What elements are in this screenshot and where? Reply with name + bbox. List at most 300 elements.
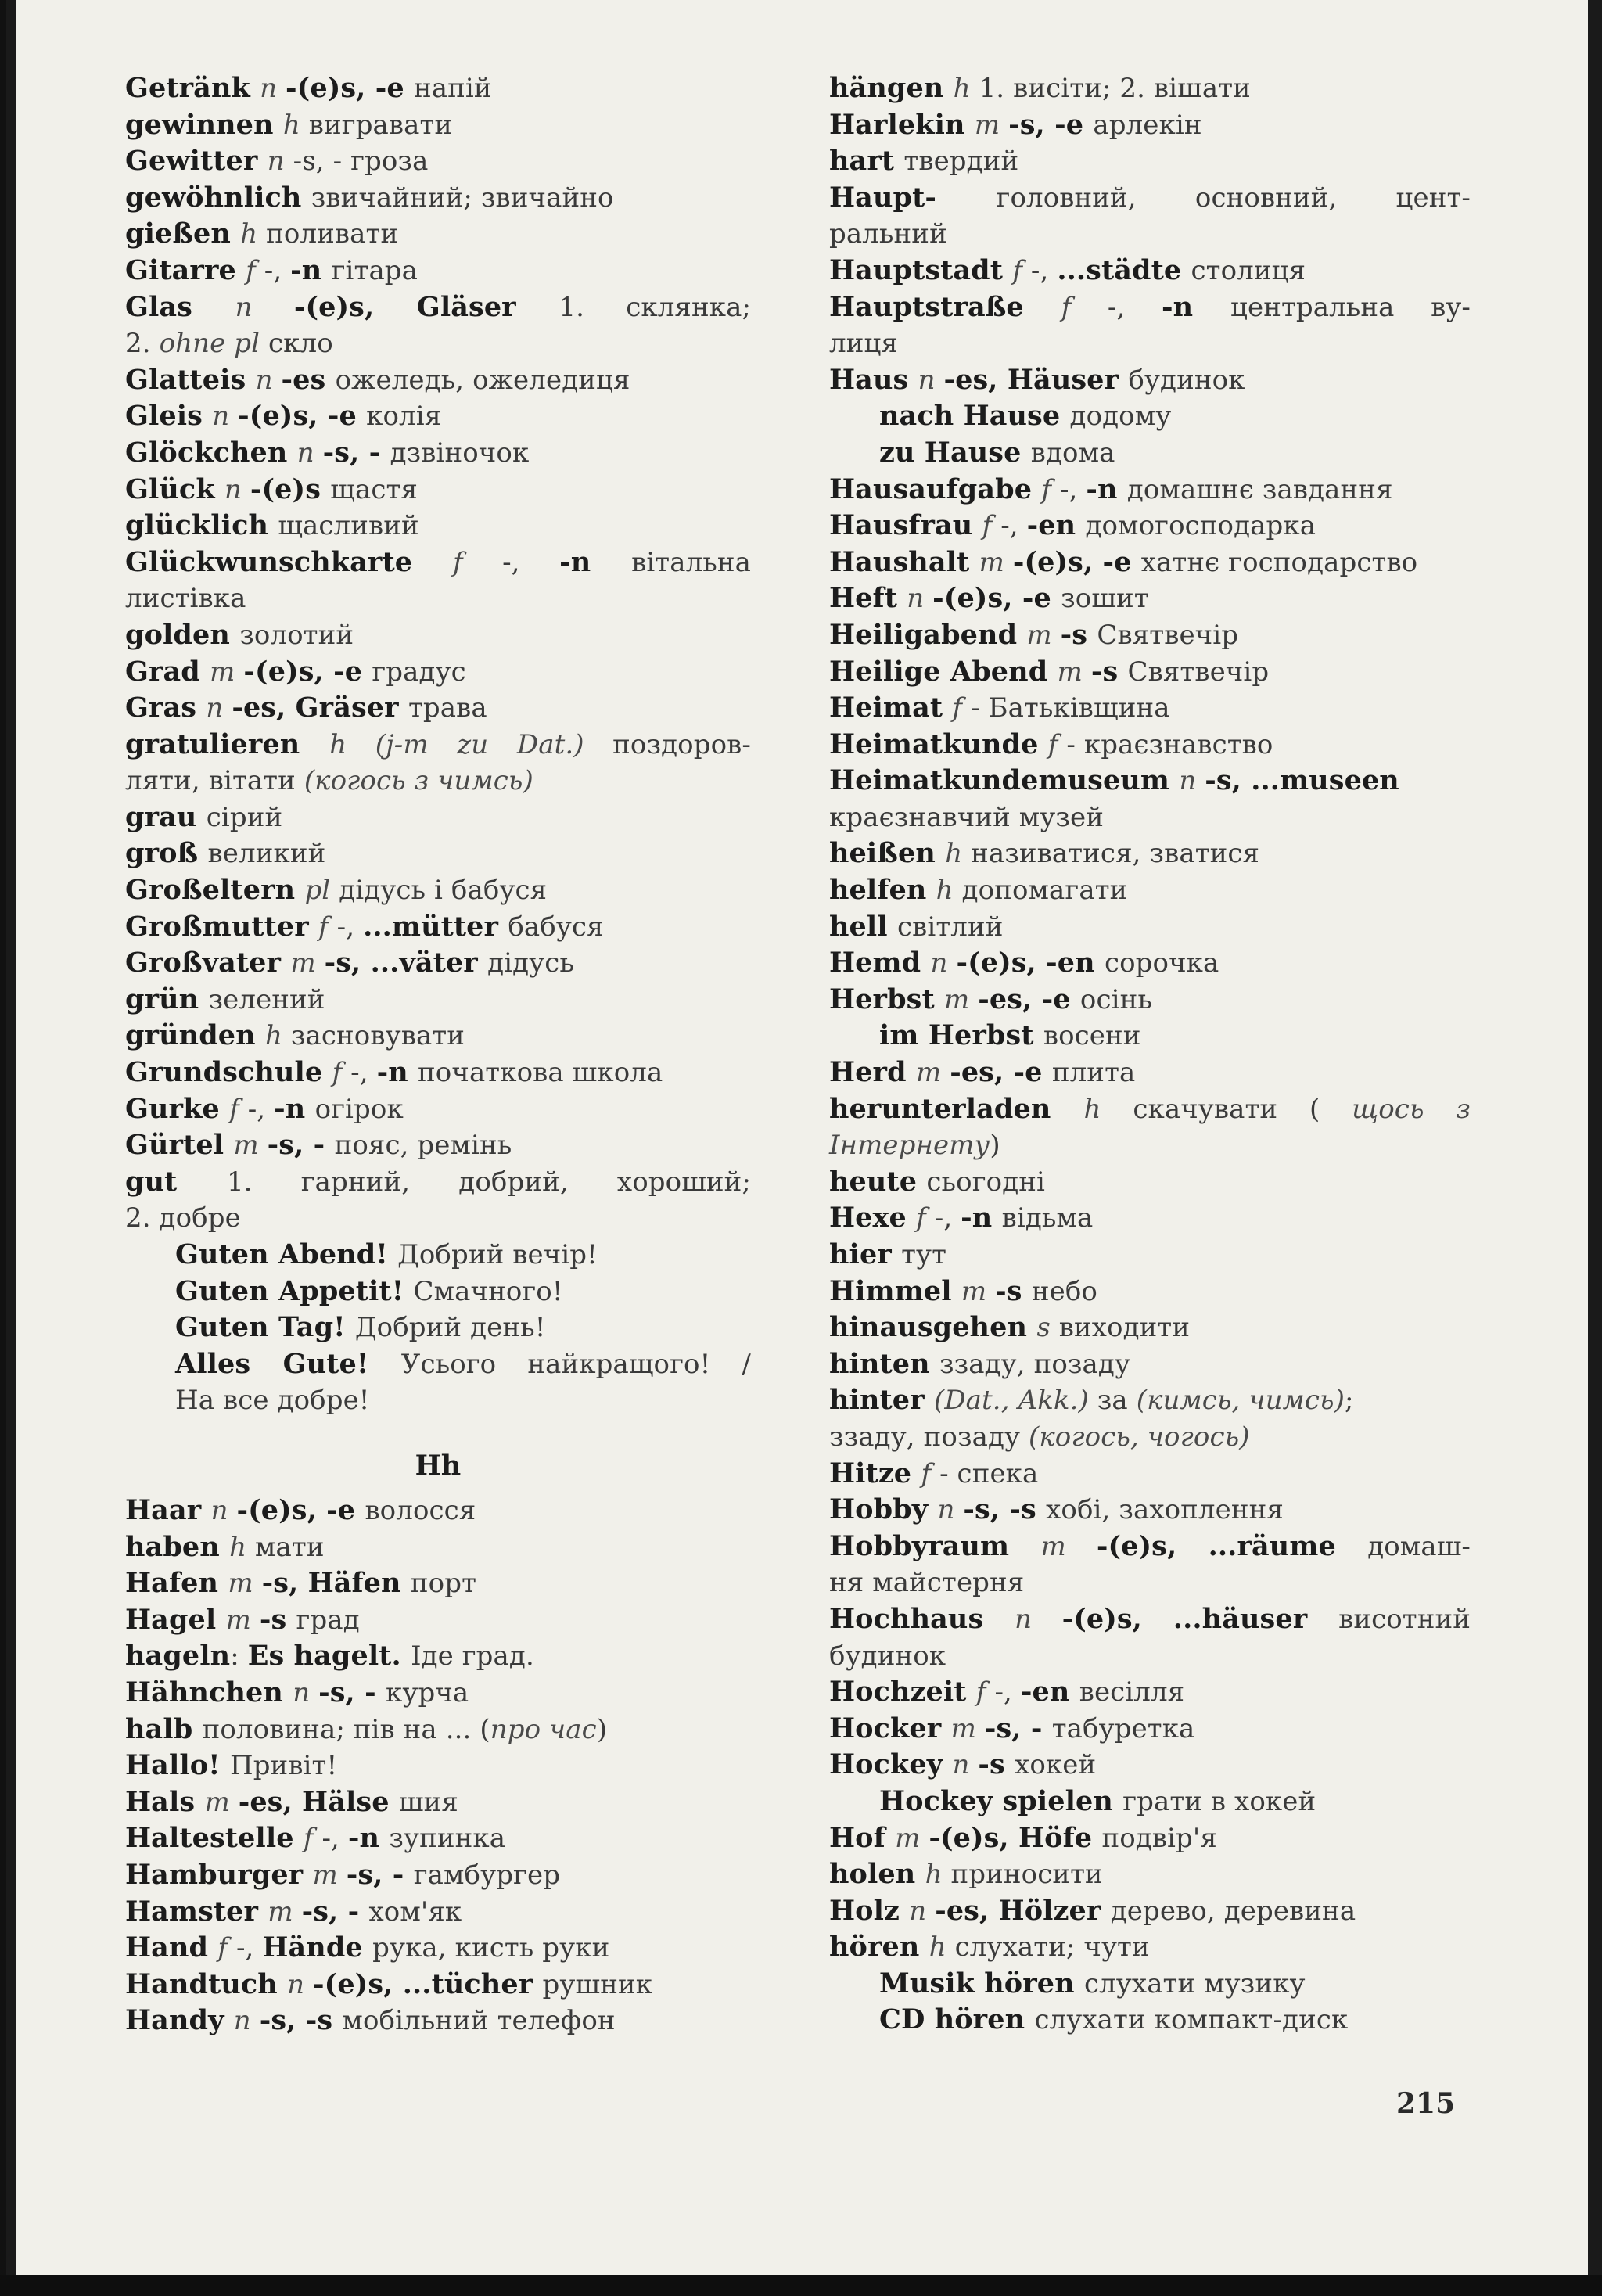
dictionary-line	[829, 216, 1471, 253]
translation: мобільний телефон	[342, 2005, 616, 2037]
headword: -n	[347, 1822, 390, 1855]
headword: helfen	[829, 874, 936, 907]
headword: Heiligabend	[829, 618, 1027, 651]
dictionary-line	[125, 2003, 751, 2039]
dictionary-line	[125, 143, 751, 180]
grammar-note: h	[945, 838, 972, 870]
headword: Grad	[125, 655, 210, 688]
translation: -,	[247, 1093, 275, 1125]
translation: вітальна	[631, 546, 752, 578]
headword: Hausaufgabe	[829, 472, 1042, 505]
headword: Grundschule	[125, 1056, 332, 1089]
dictionary-line	[829, 617, 1471, 654]
dictionary-line	[829, 1747, 1471, 1784]
headword: im Herbst	[879, 1019, 1043, 1052]
dictionary-line	[829, 909, 1471, 946]
headword: Haus	[829, 363, 918, 396]
headword: Hexe	[829, 1202, 917, 1234]
headword: -n	[961, 1202, 1002, 1234]
grammar-note: f	[246, 254, 264, 286]
translation: Святвечір	[1097, 619, 1239, 651]
dictionary-subentry	[125, 1274, 751, 1310]
translation: твердий	[903, 146, 1019, 178]
translation: Добрий день!	[354, 1312, 546, 1344]
translation: називатися, зватися	[971, 838, 1260, 870]
headword: Himmel	[829, 1274, 961, 1307]
translation: відьма	[1001, 1202, 1094, 1234]
translation: огірок	[314, 1093, 404, 1125]
headword: -(e)s, -e	[286, 72, 415, 104]
translation: ;	[1345, 1385, 1354, 1417]
headword: -s, -e	[1008, 108, 1094, 141]
grammar-note: f	[1041, 473, 1060, 505]
dictionary-line	[829, 1382, 1471, 1419]
headword: -n	[376, 1056, 418, 1089]
translation: 1. склянка;	[559, 291, 751, 323]
translation: -,	[235, 1932, 263, 1964]
dictionary-line	[829, 1674, 1471, 1711]
headword: Hamster	[125, 1895, 268, 1928]
dictionary-line	[829, 1200, 1471, 1237]
grammar-note: (когось з чимсь)	[304, 765, 533, 797]
translation: слухати; чути	[954, 1931, 1150, 1964]
headword: -s, -s	[963, 1493, 1047, 1526]
headword: Guten Abend!	[175, 1238, 398, 1270]
translation: зошит	[1061, 583, 1149, 615]
dictionary-line	[829, 872, 1471, 909]
translation: -,	[502, 546, 560, 578]
dictionary-line	[125, 945, 751, 982]
translation: Святвечір	[1127, 656, 1270, 688]
dictionary-line	[125, 1055, 751, 1091]
translation: бабуся	[508, 911, 604, 943]
grammar-note: h	[229, 1531, 256, 1563]
headword: Hauptstraße	[829, 290, 1061, 323]
dictionary-line	[125, 1857, 751, 1894]
translation: дідусь	[487, 947, 575, 979]
translation: -,	[1059, 473, 1087, 505]
dictionary-line	[125, 107, 751, 144]
translation: -,	[321, 1823, 348, 1855]
grammar-note: n	[952, 1749, 979, 1781]
grammar-note: f	[318, 911, 337, 943]
headword: Gleis	[125, 400, 213, 433]
headword: heißen	[829, 837, 946, 870]
headword: hageln	[125, 1640, 231, 1673]
headword: gewöhnlich	[125, 181, 311, 214]
translation: слухати музику	[1083, 1967, 1306, 2000]
translation: град	[296, 1604, 360, 1636]
dictionary-line	[829, 472, 1471, 508]
headword: Musik hören	[879, 1967, 1084, 2000]
translation: 1. висіти; 2. вішати	[979, 73, 1251, 104]
dictionary-line	[125, 472, 751, 508]
headword: Hand	[125, 1931, 218, 1964]
translation: табуретка	[1051, 1712, 1195, 1744]
dictionary-line	[829, 325, 1471, 362]
headword: Glatteis	[125, 363, 256, 396]
headword: Hafen	[125, 1567, 228, 1600]
headword: gratulieren	[125, 728, 330, 760]
headword: Herd	[829, 1056, 916, 1089]
translation: слухати компакт-диск	[1034, 2004, 1349, 2036]
headword: Heimat	[829, 692, 953, 724]
headword: Haar	[125, 1493, 211, 1526]
dictionary-line	[829, 1346, 1471, 1383]
grammar-note: щось з	[1352, 1093, 1471, 1125]
headword: -s	[259, 1603, 296, 1636]
headword: Hausfrau	[829, 509, 982, 542]
dictionary-line	[829, 107, 1471, 144]
translation: весілля	[1079, 1676, 1185, 1709]
headword: -n	[1086, 472, 1127, 505]
translation: центральна ву-	[1230, 291, 1471, 323]
translation: 2. добре	[125, 1202, 241, 1234]
translation: домогосподарка	[1085, 510, 1316, 542]
translation: краєзнавчий музей	[829, 801, 1105, 833]
headword: -es	[281, 363, 336, 396]
dictionary-line	[829, 1711, 1471, 1748]
grammar-note: n	[937, 1494, 964, 1526]
grammar-note: m	[210, 656, 244, 688]
translation: дерево, деревина	[1110, 1895, 1356, 1927]
headword: -(e)s, ...häuser	[1061, 1602, 1339, 1635]
headword: -(e)s, Höfe	[929, 1821, 1102, 1854]
grammar-note: f	[1061, 291, 1108, 323]
dictionary-subentry	[829, 398, 1471, 435]
headword: -(e)s, ...räume	[1096, 1529, 1368, 1562]
grammar-note: m	[290, 947, 325, 979]
dictionary-subentry	[829, 435, 1471, 472]
grammar-note: m	[1026, 619, 1061, 651]
headword: Haushalt	[829, 545, 979, 578]
headword: -es, Hölzer	[935, 1894, 1111, 1927]
translation: арлекін	[1093, 109, 1202, 141]
dictionary-line	[125, 580, 751, 617]
dictionary-line	[125, 508, 751, 544]
headword: -s, ...väter	[324, 947, 488, 979]
headword: Heilige Abend	[829, 655, 1058, 688]
grammar-note: m	[974, 109, 1009, 141]
grammar-note: n	[224, 473, 250, 505]
translation: ззаду, позаду	[829, 1421, 1029, 1453]
dictionary-line	[829, 362, 1471, 399]
grammar-note: f	[1012, 254, 1031, 286]
dictionary-line	[125, 727, 751, 764]
dictionary-line	[829, 1091, 1471, 1128]
dictionary-line	[125, 1820, 751, 1857]
page-number: 215	[1396, 2087, 1456, 2120]
translation: - краєзнавство	[1066, 728, 1273, 760]
grammar-note: (когось, чогось)	[1029, 1421, 1250, 1453]
headword: hinter	[829, 1384, 934, 1417]
translation: подвір'я	[1101, 1822, 1217, 1854]
dictionary-line	[829, 799, 1471, 836]
dictionary-line	[125, 544, 751, 581]
translation: колія	[366, 401, 442, 433]
translation: гітара	[331, 254, 418, 286]
dictionary-subentry	[125, 1310, 751, 1346]
dictionary-line	[829, 1893, 1471, 1930]
headword: Glöckchen	[125, 436, 297, 469]
headword: -s	[1060, 618, 1097, 651]
headword: -(e)s, -e	[1012, 545, 1141, 578]
headword: Heft	[829, 582, 907, 615]
dictionary-line	[125, 70, 751, 107]
grammar-note: pl	[304, 875, 339, 907]
dictionary-line	[829, 945, 1471, 982]
dictionary-line	[829, 1127, 1471, 1164]
translation: Усього найкращого! /	[400, 1348, 751, 1380]
dictionary-line	[125, 1127, 751, 1164]
translation: Привіт!	[229, 1750, 338, 1782]
translation: волосся	[365, 1494, 476, 1526]
headword: -n	[559, 545, 632, 578]
translation: вдома	[1030, 437, 1115, 469]
grammar-note: m	[233, 1130, 268, 1162]
grammar-note: f	[916, 1202, 935, 1234]
dictionary-subentry	[829, 1966, 1471, 2003]
headword: -(e)s	[250, 472, 331, 505]
headword: glücklich	[125, 509, 278, 542]
dictionary-line	[125, 1565, 751, 1602]
translation: поливати	[266, 218, 399, 250]
headword: -s	[1090, 655, 1128, 688]
headword: Glas	[125, 290, 235, 323]
dictionary-line	[829, 580, 1471, 617]
dictionary-line	[125, 982, 751, 1019]
translation: -,	[934, 1202, 961, 1234]
dictionary-line	[829, 508, 1471, 544]
translation: скло	[268, 328, 333, 360]
headword: Hagel	[125, 1603, 226, 1636]
headword: Gitarre	[125, 253, 246, 286]
dictionary-line	[125, 180, 751, 217]
dictionary-line	[829, 690, 1471, 727]
translation: плита	[1051, 1057, 1136, 1089]
headword: Holz	[829, 1894, 910, 1927]
headword: Hockey	[829, 1748, 953, 1781]
headword: Hockey spielen	[879, 1784, 1123, 1817]
dictionary-line	[829, 253, 1471, 289]
translation: щастя	[330, 473, 418, 505]
grammar-note: n	[907, 583, 933, 615]
translation: за	[1097, 1385, 1137, 1417]
translation: домаш-	[1367, 1530, 1471, 1562]
headword: hart	[829, 145, 904, 178]
headword: Hitze	[829, 1457, 921, 1489]
headword: -(e)s, -en	[956, 947, 1105, 979]
headword: ...städte	[1057, 253, 1191, 286]
translation: -,	[1107, 291, 1162, 323]
headword: halb	[125, 1712, 203, 1745]
dictionary-line	[829, 70, 1471, 107]
grammar-note: f	[1047, 728, 1067, 760]
translation: приносити	[950, 1859, 1103, 1891]
dictionary-line	[125, 1784, 751, 1821]
translation: ожеледь, ожеледиця	[335, 364, 630, 396]
grammar-note: (кимсь, чимсь)	[1136, 1385, 1345, 1417]
translation: :	[230, 1640, 248, 1673]
headword: Haltestelle	[125, 1822, 304, 1855]
dictionary-line	[829, 1492, 1471, 1529]
translation: світлий	[897, 911, 1004, 943]
grammar-note: f	[975, 1676, 995, 1709]
headword: -es, Gräser	[232, 692, 408, 724]
dictionary-line	[125, 654, 751, 691]
dictionary-line	[125, 1638, 751, 1675]
translation: хом'як	[368, 1895, 462, 1928]
headword: Alles Gute!	[175, 1347, 401, 1380]
dictionary-line	[829, 1601, 1471, 1638]
dictionary-line	[125, 763, 751, 799]
translation: -,	[264, 254, 291, 286]
headword: haben	[125, 1530, 230, 1563]
headword: -(e)s, Gläser	[293, 290, 559, 323]
translation: осінь	[1079, 983, 1152, 1015]
translation: Іде град.	[411, 1640, 534, 1673]
headword: Hof	[829, 1821, 896, 1854]
headword: nach Hause	[879, 400, 1070, 433]
dictionary-line	[125, 1091, 751, 1128]
dictionary-subentry	[125, 1382, 751, 1419]
grammar-note: m	[1040, 1530, 1097, 1562]
grammar-note: h	[1083, 1093, 1133, 1125]
headword: CD hören	[879, 2003, 1035, 2036]
headword: grau	[125, 800, 207, 833]
translation: -,	[994, 1676, 1021, 1709]
dictionary-line	[125, 398, 751, 435]
headword: Getränk	[125, 72, 260, 104]
grammar-note: f	[921, 1457, 940, 1489]
headword: -(e)s, -e	[236, 1493, 365, 1526]
translation: трава	[408, 692, 487, 724]
grammar-note: m	[268, 1895, 302, 1928]
dictionary-line	[829, 289, 1471, 326]
headword: Hobby	[829, 1493, 938, 1526]
headword: Hallo!	[125, 1749, 230, 1782]
grammar-note: f	[332, 1057, 351, 1089]
dictionary-line	[125, 1967, 751, 2003]
grammar-note: m	[1057, 656, 1091, 688]
translation: зелений	[208, 983, 325, 1015]
translation: )	[990, 1130, 1000, 1162]
headword: gut	[125, 1165, 227, 1198]
translation: порт	[410, 1568, 476, 1600]
translation: столиця	[1191, 254, 1306, 286]
grammar-note: h	[925, 1859, 951, 1891]
grammar-note: m	[312, 1859, 347, 1891]
headword: -s, -	[322, 436, 390, 469]
dictionary-line	[125, 216, 751, 253]
dictionary-line	[829, 1164, 1471, 1201]
dictionary-line	[125, 289, 751, 326]
headword: Hh	[415, 1449, 462, 1482]
headword: hell	[829, 910, 897, 943]
dictionary-line	[125, 1602, 751, 1639]
translation: -s, - гроза	[293, 146, 429, 178]
headword: -s, Häfen	[261, 1567, 411, 1600]
headword: Gras	[125, 692, 207, 724]
headword: Heimatkundemuseum	[829, 764, 1180, 797]
dictionary-line	[125, 872, 751, 909]
translation: сорочка	[1104, 947, 1219, 979]
translation: хокей	[1015, 1749, 1097, 1781]
dictionary-line	[125, 362, 751, 399]
dictionary-line	[829, 1638, 1471, 1675]
translation: курча	[386, 1676, 469, 1709]
translation: напій	[414, 73, 492, 104]
headword: hängen	[829, 72, 954, 104]
translation: хатнє господарство	[1140, 546, 1418, 578]
headword: -(e)s, -e	[243, 655, 372, 688]
headword: Heimatkunde	[829, 728, 1048, 760]
headword: Gürtel	[125, 1129, 234, 1162]
headword: grün	[125, 983, 209, 1015]
headword: Gewitter	[125, 145, 268, 178]
grammar-note: n	[918, 364, 944, 396]
grammar-note: (Dat., Akk.)	[933, 1385, 1097, 1417]
dictionary-subentry	[829, 2002, 1471, 2039]
headword: groß	[125, 837, 208, 870]
headword: heute	[829, 1165, 927, 1198]
headword: -s, -	[984, 1712, 1052, 1744]
translation: дідусь і бабуся	[339, 875, 548, 907]
translation: листівка	[125, 583, 246, 615]
translation: гамбургер	[413, 1859, 561, 1891]
dictionary-line	[829, 835, 1471, 872]
translation: головний, основний, цент-	[996, 181, 1471, 214]
dictionary-subentry	[125, 1346, 751, 1383]
translation: восени	[1043, 1020, 1141, 1052]
headword: -(e)s, -e	[238, 400, 367, 433]
headword: Hamburger	[125, 1858, 313, 1891]
headword: -n	[274, 1092, 315, 1125]
dictionary-subentry	[125, 1237, 751, 1274]
translation: рушник	[542, 1968, 653, 2000]
translation: половина; пів на ... (	[202, 1713, 490, 1745]
dictionary-line	[125, 253, 751, 289]
translation: поздоров-	[612, 728, 751, 760]
grammar-note: f	[982, 510, 1001, 542]
dictionary-subentry	[829, 1018, 1471, 1055]
headword: Hochzeit	[829, 1676, 976, 1709]
dictionary-line	[829, 143, 1471, 180]
grammar-note: n	[909, 1895, 936, 1927]
headword: Großvater	[125, 947, 291, 979]
grammar-note: m	[961, 1275, 996, 1307]
headword: Großeltern	[125, 874, 305, 907]
dictionary-line	[125, 1712, 751, 1748]
grammar-note: n	[1179, 765, 1205, 797]
grammar-note: n	[930, 947, 957, 979]
headword: Glückwunschkarte	[125, 545, 453, 578]
headword: Hocker	[829, 1712, 951, 1744]
translation: ляти, вітати	[125, 765, 304, 797]
translation: дзвіночок	[390, 437, 530, 469]
book-spine	[0, 0, 6, 2296]
grammar-note: m	[950, 1712, 985, 1744]
headword: Hähnchen	[125, 1676, 293, 1709]
headword: -es, Häuser	[943, 363, 1129, 396]
headword: hinausgehen	[829, 1311, 1037, 1344]
translation: -,	[350, 1057, 377, 1089]
grammar-note: n	[287, 1968, 314, 2000]
translation: додому	[1069, 401, 1172, 433]
translation: домашнє завдання	[1126, 473, 1393, 505]
dictionary-line	[829, 982, 1471, 1019]
translation: 2.	[125, 328, 160, 360]
